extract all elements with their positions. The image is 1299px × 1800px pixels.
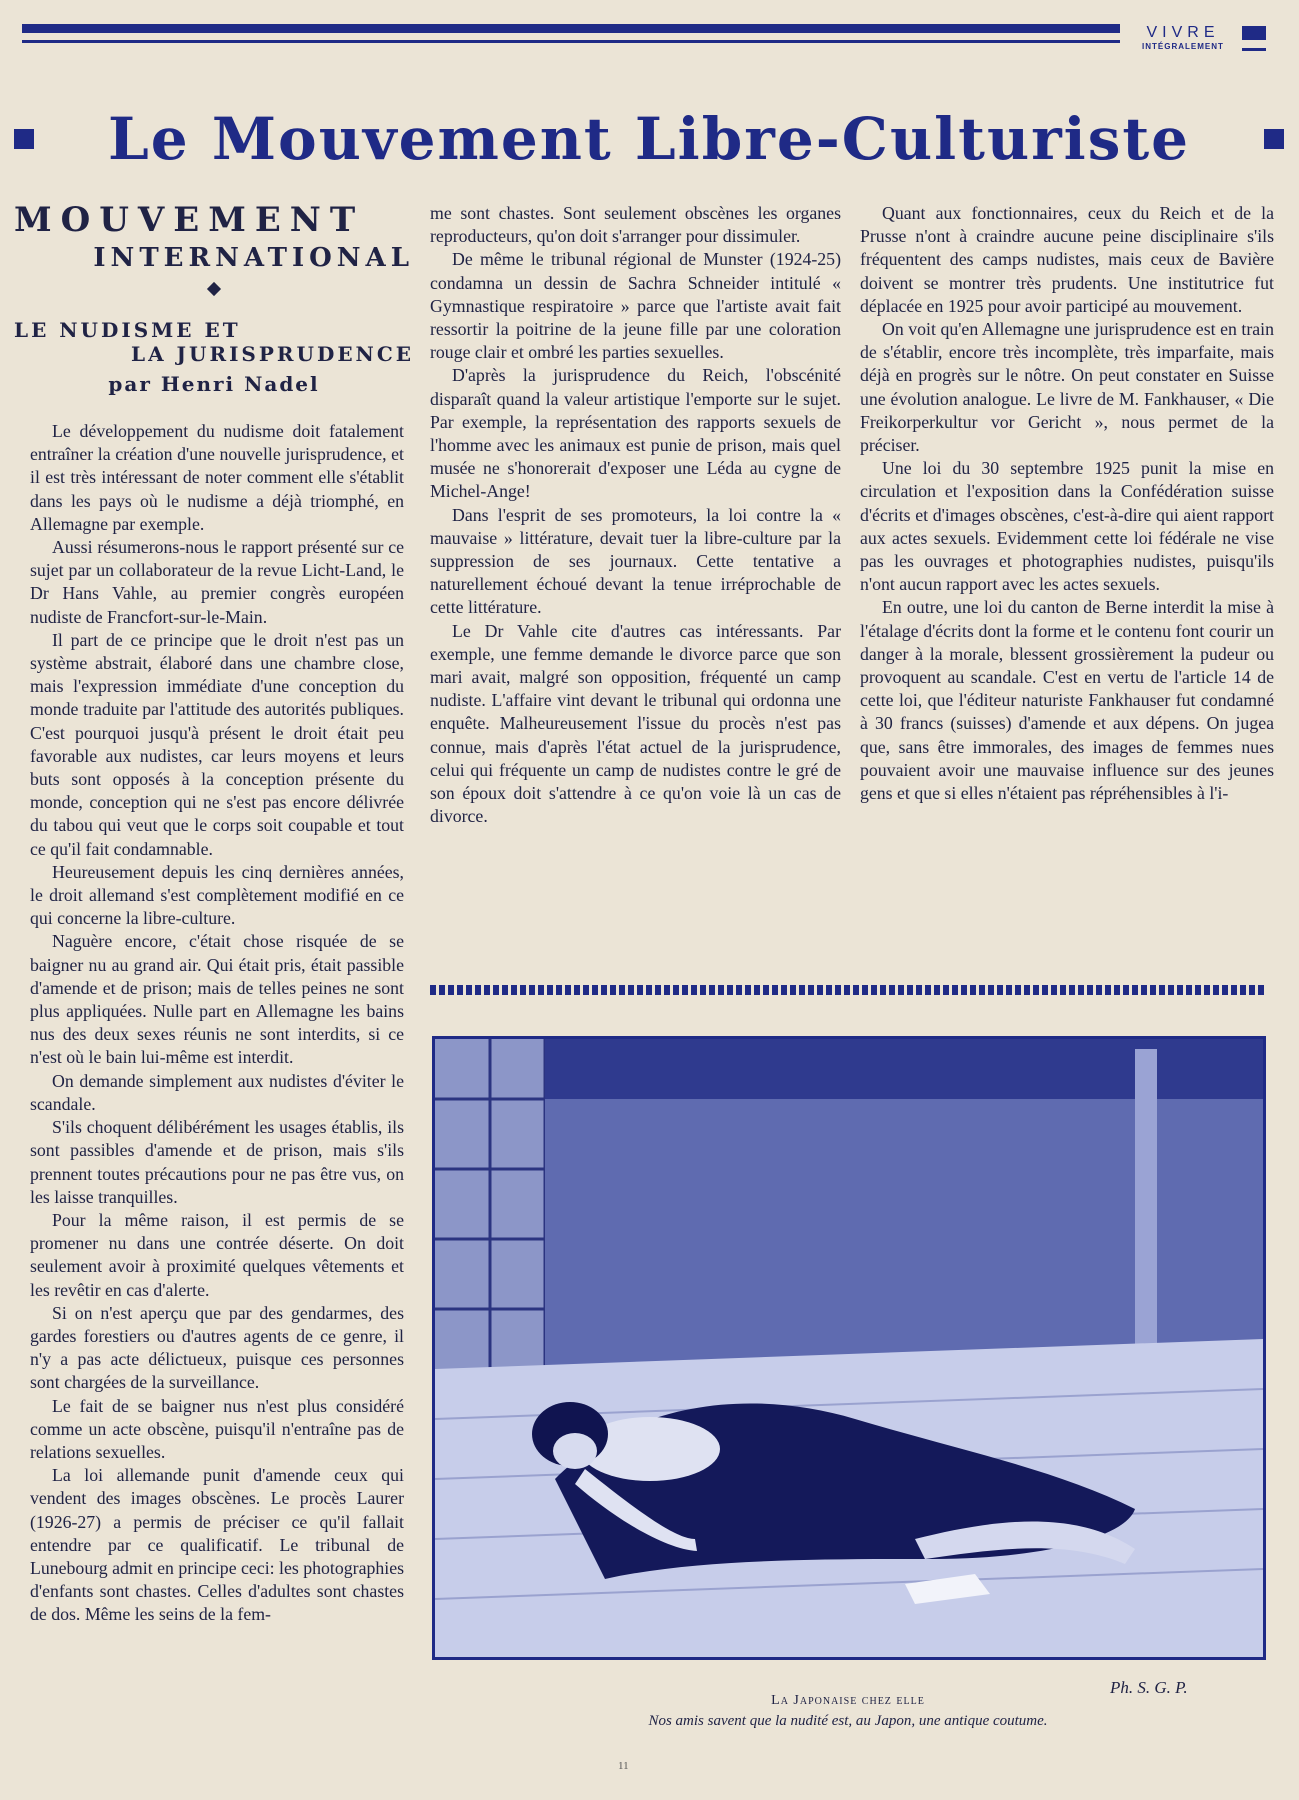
paragraph: La loi allemande punit d'amende ceux qui vendent des images obscènes. Le procès Laurer (1926-27) a permis de préciser ce qu'il fallait entendre par ce qualificatif. Le tribunal de Lunebourg admit en principe ceci: les photographies d'enfants sont chastes. Celles d'adultes sont chastes de dos. Même les seins de la fem- xyxy=(30,1465,404,1625)
subtitle-line1: LE NUDISME ET xyxy=(14,318,241,342)
paragraph: Une loi du 30 septembre 1925 punit la mise en circulation et l'exposition dans la Confédération suisse d'écrits et d'images obscènes, c'est-à-dire qui aient rapport aux actes sexuels. Evidemment cette loi fédérale ne vise pas les ouvrages et photographies nudistes, puisqu'ils n'ont aucun rapport avec les actes sexuels. xyxy=(860,458,1274,595)
reclining-woman-photo-icon xyxy=(435,1039,1263,1657)
paragraph: On demande simplement aux nudistes d'éviter le scandale. xyxy=(30,1070,404,1114)
paragraph: Le Dr Vahle cite d'autres cas intéressants. Par exemple, une femme demande le divorce parce que son mari avait, malgré son opposition, fréquenté un camp nudiste. L'affaire vint devant le tribunal qui ordonna une enquête. Malheureusement l'issue du procès n'est pas connue, mais d'après l'état actuel de la jurisprudence, celui qui fréquente un camp de nudistes contre le gré de son époux doit s'attendre à ce qu'on voie là un cas de divorce. xyxy=(430,620,841,827)
paragraph: Le fait de se baigner nus n'est plus considéré comme un acte obscène, puisqu'il n'entraîne pas de relations sexuelles. xyxy=(30,1395,404,1462)
title-square-left-icon xyxy=(14,129,34,149)
paragraph: On voit qu'en Allemagne une jurisprudence est en train de s'établir, encore très incomplète, très imparfaite, mais déjà en progrès sur le nôtre. On peut constater en Suisse une évolution analogue. Le livre de M. Fankhauser, « Die Freikorperkultur vor Gericht », nous permet de la préciser. xyxy=(860,319,1274,456)
main-title-bar xyxy=(14,104,1284,174)
diamond-ornament-icon xyxy=(207,282,221,296)
kicker-line2: INTERNATIONAL xyxy=(93,243,414,273)
page-number: 11 xyxy=(618,1760,629,1772)
text-column-1 xyxy=(30,420,404,1720)
paragraph: Il part de ce principe que le droit n'est pas un système abstrait, élaboré dans une chambre close, mais l'expression immédiate d'une conception du monde traduite par l'attitude des autorités publiques. C'est pourquoi jusqu'à présent le droit était peu favorable aux nudistes, car leurs moyens et leurs buts sont opposés à la conception présente du monde, conception qui ne s'est pas encore délivrée du tabou qui veut que le corps soit coupable et tout ce qu'il fait condamnable. xyxy=(30,629,404,859)
paragraph: S'ils choquent délibérément les usages établis, ils sont passibles d'amende et de prison, mais s'ils prennent toutes précautions pour ne pas être vus, on les laisse tranquilles. xyxy=(30,1117,404,1207)
paragraph: Aussi résumerons-nous le rapport présenté sur ce sujet par un collaborateur de la revue Licht-Land, le Dr Hans Vahle, au premier congrès européen nudiste de Francfort-sur-le-Main. xyxy=(30,537,404,627)
paragraph: De même le tribunal régional de Munster (1924-25) condamna un dessin de Sachra Schneider intitulé « Gymnastique respiratoire » parce que l'artiste avait fait ressortir la poitrine de la jeune fille par une coloration rouge clair et ombré les parties sexuelles. xyxy=(430,249,841,363)
masthead xyxy=(1128,24,1238,51)
masthead-title: VIVRE xyxy=(1146,24,1220,41)
paragraph: Quant aux fonctionnaires, ceux du Reich et de la Prusse n'ont à craindre aucune peine disciplinaire s'ils fréquentent des camps nudistes, mais ceux de Bavière doivent se montrer très prudents. Une institutrice fut déplacée en 1925 pour avoir participé au mouvement. xyxy=(860,203,1274,316)
paragraph: me sont chastes. Sont seulement obscènes les organes reproducteurs, qu'on doit s'arranger pour dissimuler. xyxy=(430,203,841,247)
dotted-separator xyxy=(430,985,1266,995)
paragraph: Heureusement depuis les cinq dernières années, le droit allemand s'est complètement modifié en ce qui concerne la libre-culture. xyxy=(30,861,404,929)
caption-title: La Japonaise chez elle xyxy=(771,1693,925,1708)
text-column-3 xyxy=(860,202,1274,942)
text-column-2 xyxy=(430,202,841,942)
paragraph: En outre, une loi du canton de Berne interdit la mise à l'étalage d'écrits dont la forme et le contenu font courir un danger à la morale, blessent grossièrement la pudeur ou provoquent au scandale. C'est en vertu de l'article 14 de cette loi, que l'éditeur naturiste Fankhauser fut condamné à 30 francs (suisses) d'amende et aux dépens. On jugea que, sans être immorales, des images de femmes nues pouvaient avoir une mauvaise influence sur des jeunes gens et que si elles n'étaient pas répréhensibles à l'i- xyxy=(860,597,1274,804)
byline: par Henri Nadel xyxy=(108,372,320,396)
caption-subtitle: Nos amis savent que la nudité est, au Japon, une antique coutume. xyxy=(648,1713,1048,1729)
top-rule xyxy=(22,24,1120,33)
masthead-subtitle: INTÉGRALEMENT xyxy=(1142,42,1224,51)
paragraph: Si on n'est aperçu que par des gendarmes, des gardes forestiers ou d'autres agents de ce genre, il n'y a pas acte délictueux, puisque ces personnes sont chargées de la surveillance. xyxy=(30,1302,404,1393)
corner-block xyxy=(1242,26,1266,40)
subtitle-line2: LA JURISPRUDENCE xyxy=(131,342,414,366)
article-header xyxy=(14,200,414,396)
page-title: Le Mouvement Libre-Culturiste xyxy=(107,105,1191,173)
paragraph: Le développement du nudisme doit fatalement entraîner la création d'une nouvelle jurisprudence, et il est très intéressant de noter comment elle s'établit dans les pays où le nudisme a déjà triomphé, en Allemagne par exemple. xyxy=(30,421,404,534)
title-square-right-icon xyxy=(1264,129,1284,149)
paragraph: D'après la jurisprudence du Reich, l'obscénité disparaît quand la valeur artistique l'emporte sur le sujet. Par exemple, la représentation des rapports sexuels de l'homme avec les animaux est punie de prison, mais quel musée ne s'honorerait d'exposer une Léda au cygne de Michel-Ange! xyxy=(430,365,841,502)
kicker-line1: MOUVEMENT xyxy=(14,200,365,240)
top-rule-thin xyxy=(22,40,1120,43)
corner-rule xyxy=(1242,48,1266,51)
paragraph: Pour la même raison, il est permis de se promener nu dans une contrée déserte. On doit seulement avoir à proximité quelques vêtements et les revêtir en cas d'alerte. xyxy=(30,1209,404,1300)
paragraph: Dans l'esprit de ses promoteurs, la loi contre la « mauvaise » littérature, devait tuer la libre-culture par la suppression de ses journaux. Cette tentative a naturellement échoué devant la tenue irréprochable de cette littérature. xyxy=(430,504,841,618)
paragraph: Naguère encore, c'était chose risquée de se baigner nu au grand air. Qui était pris, était passible d'amende et de prison; mais de telles peines ne sont plus appliquées. Nulle part en Allemagne les bains nus des deux sexes réunis ne sont interdits, si ce n'est où le bain lui-même est interdit. xyxy=(30,931,404,1068)
photograph xyxy=(432,1036,1266,1660)
photo-credit: Ph. S. G. P. xyxy=(1110,1678,1188,1697)
